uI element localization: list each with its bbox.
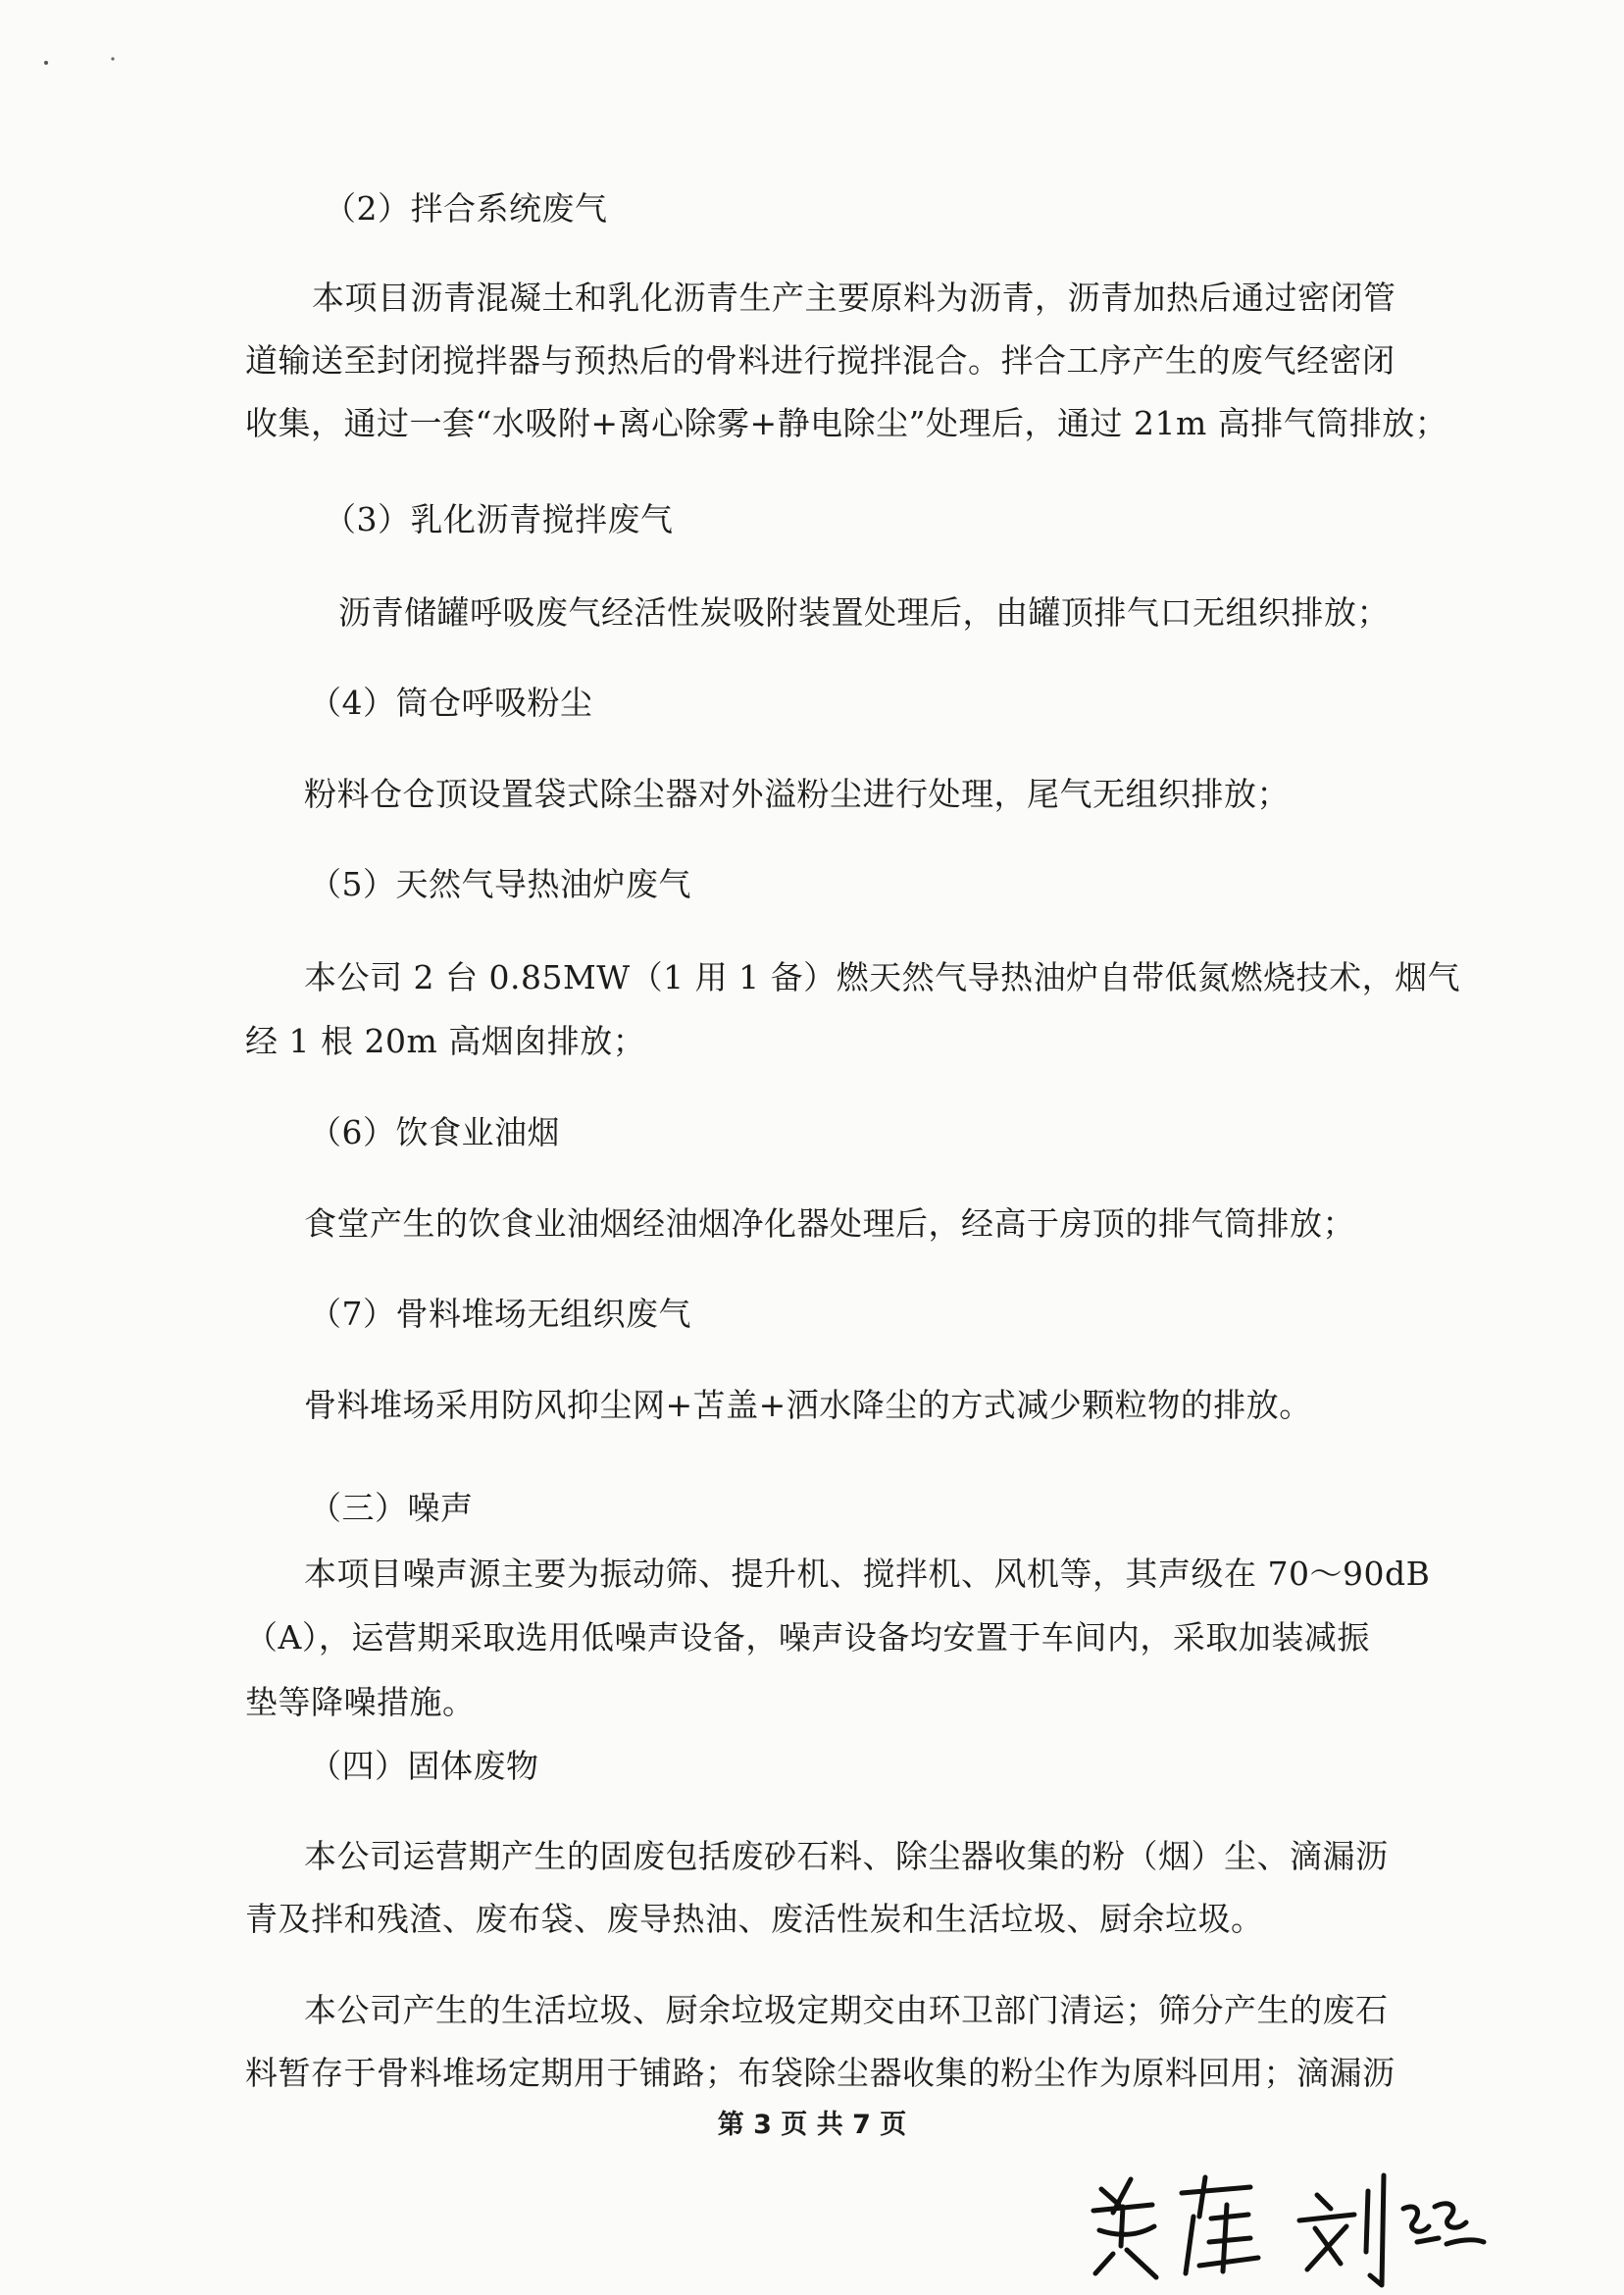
text-line: 本公司 2 台 0.85MW（1 用 1 备）燃天然气导热油炉自带低氮燃烧技术，烟气 (304, 958, 1461, 996)
text-line: （3）乳化沥青搅拌废气 (324, 500, 674, 538)
text-line: 料暂存于骨料堆场定期用于铺路；布袋除尘器收集的粉尘作为原料回用；滴漏沥 (245, 2054, 1396, 2092)
text-line: 本公司运营期产生的固废包括废砂石料、除尘器收集的粉（烟）尘、滴漏沥 (304, 1837, 1389, 1875)
text-line: （四）固体废物 (309, 1747, 539, 1785)
text-line: 本公司产生的生活垃圾、厨余垃圾定期交由环卫部门清运；筛分产生的废石 (304, 1991, 1389, 2029)
page-footer: 第 3 页 共 7 页 (717, 2110, 907, 2140)
text-line: （2）拌合系统废气 (324, 189, 608, 228)
text-line: 垫等降噪措施。 (245, 1683, 476, 1721)
text-line: （7）骨料堆场无组织废气 (309, 1295, 691, 1333)
scan-specks (0, 0, 196, 78)
text-line: 本项目噪声源主要为振动筛、提升机、搅拌机、风机等，其声级在 70～90dB (304, 1555, 1431, 1593)
text-line: （5）天然气导热油炉废气 (309, 865, 691, 903)
text-line: 食堂产生的饮食业油烟经油烟净化器处理后，经高于房顶的排气筒排放； (304, 1204, 1355, 1243)
text-line: 青及拌和残渣、废布袋、废导热油、废活性炭和生活垃圾、厨余垃圾。 (245, 1900, 1264, 1938)
text-line: 道输送至封闭搅拌器与预热后的骨料进行搅拌混合。拌合工序产生的废气经密闭 (245, 341, 1396, 380)
text-line: （4）筒仓呼吸粉尘 (309, 684, 593, 722)
text-line: 骨料堆场采用防风抑尘网+苫盖+洒水降尘的方式减少颗粒物的排放。 (304, 1386, 1312, 1424)
text-line: 沥青储罐呼吸废气经活性炭吸附装置处理后，由罐顶排气口无组织排放； (338, 593, 1390, 632)
text-line: 经 1 根 20m 高烟囱排放； (245, 1022, 646, 1060)
text-line: 本项目沥青混凝土和乳化沥青生产主要原料为沥青，沥青加热后通过密闭管 (312, 279, 1396, 317)
text-line: （6）饮食业油烟 (309, 1113, 560, 1151)
text-line: （三）噪声 (309, 1489, 474, 1527)
handwritten-signature (1084, 2148, 1496, 2295)
text-line: 收集，通过一套“水吸附+离心除雾+静电除尘”处理后，通过 21m 高排气筒排放； (245, 404, 1448, 442)
text-line: （A），运营期采取选用低噪声设备，噪声设备均安置于车间内，采取加装减振 (245, 1618, 1370, 1657)
text-line: 粉料仓仓顶设置袋式除尘器对外溢粉尘进行处理，尾气无组织排放； (304, 775, 1290, 813)
